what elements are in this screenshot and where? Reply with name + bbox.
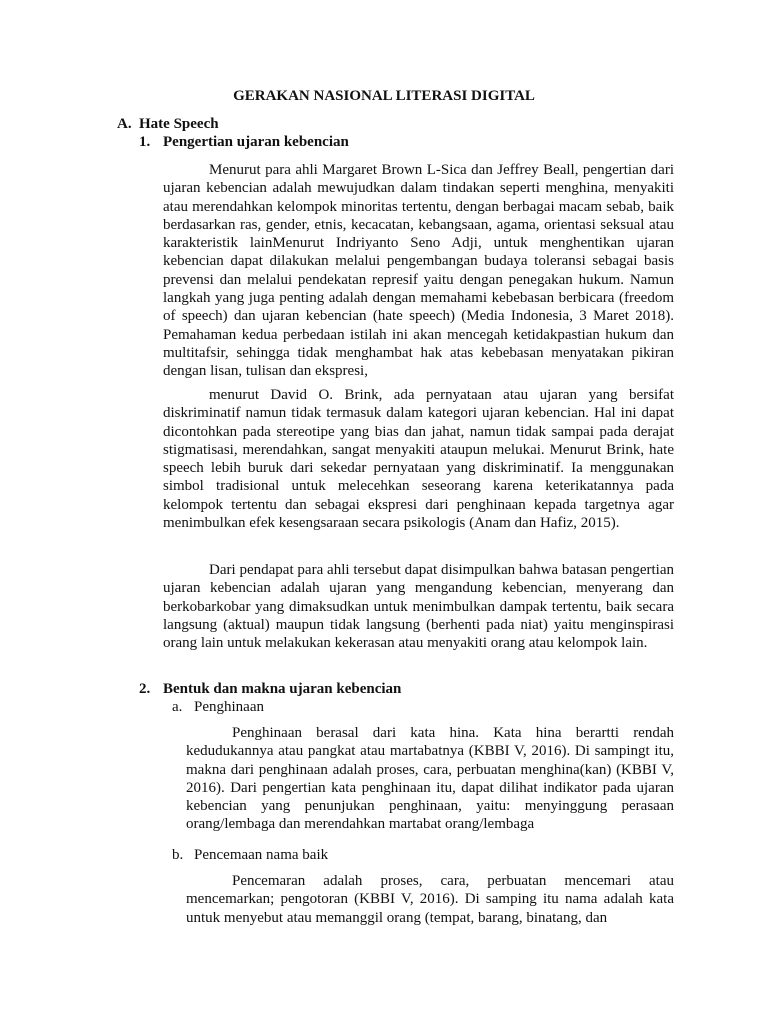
section-a-title: Hate Speech (139, 116, 219, 132)
item-1-paragraph-1: Menurut para ahli Margaret Brown L-Sica dan Jeffrey Beall, pengertian dari ujaran kebencian adalah mewujudkan dalam tindakan seperti menghina, menyakiti atau merendahkan kelompok minoritas tertentu, dengan berbagai macam sebab, baik berdasarkan ras, gender, etnis, kecacatan, kebangsaan, agama, orientasi seksual atau karakteristik lainMenurut Indriyanto Seno Adji, untuk menghentikan ujaran kebencian dapat dilakukan melalui pengembangan budaya toleransi sebagai basis prevensi dan melalui pendekatan represif yaitu dengan penegakan hukum. Namun langkah yang juga penting adalah dengan memahami kebebasan berbicara (freedom of speech) dan ujaran kebencian (hate speech) (Media Indonesia, 3 Maret 2018). Pemahaman kedua perbedaan istilah ini akan mencegah ketidakpastian hukum dan multitafsir, sehingga tidak menghambat hak atas kebebasan menyatakan pikiran dengan lisan, tulisan dan ekspresi, (163, 162, 674, 380)
sub-a-title: Penghinaan (194, 699, 264, 715)
item-1-paragraph-2: menurut David O. Brink, ada pernyataan atau ujaran yang bersifat diskriminatif namun tidak termasuk dalam kategori ujaran kebencian. Hal ini dapat dicontohkan pada stereotipe yang bias dan jahat, namun tidak sampai pada derajat stigmatisasi, merendahkan, sangat menyakiti ataupun melukai. Menurut Brink, hate speech lebih buruk dari sekedar pernyataan yang diskriminatif. Ia menggunakan simbol tradisional untuk melecehkan seseorang karena keterikatannya pada kelompok tertentu dan sebagai ekspresi dari penghinaan kepada targetnya agar menimbulkan efek kesengsaraan secara psikologis (Anam dan Hafiz, 2015). (163, 387, 674, 532)
document-title: GERAKAN NASIONAL LITERASI DIGITAL (233, 88, 535, 104)
sub-b-heading (172, 845, 328, 865)
item-1-heading (139, 132, 349, 152)
sub-b-title: Pencemaan nama baik (194, 847, 329, 863)
sub-a-letter: a. (172, 699, 183, 715)
item-2-heading (139, 679, 401, 699)
section-a-letter: A. (117, 116, 132, 132)
item-1-paragraph-3: Dari pendapat para ahli tersebut dapat disimpulkan bahwa batasan pengertian ujaran kebencian adalah ujaran yang mengandung kebencian, menyerang dan berkobarkobar yang dimaksudkan untuk menimbulkan dampak tertentu, baik secara langsung (aktual) maupun tidak langsung (berhenti pada niat) yaitu menginspirasi orang lain untuk melakukan kekerasan atau menyakiti orang atau kelompok lain. (163, 562, 674, 652)
sub-a-paragraph: Penghinaan berasal dari kata hina. Kata hina berartti rendah kedudukannya atau pangkat atau martabatnya (KBBI V, 2016). Di sampingt itu, makna dari penghinaan adalah proses, cara, perbuatan menghina(kan) (KBBI V, 2016). Dari pengertian kata penghinaan itu, dapat dilihat indikator pada ujaran kebencian yang penunjukan penghinaan, yaitu: menyinggung perasaan orang/lembaga dan merendahkan martabat orang/lembaga (186, 725, 674, 833)
item-1-number: 1. (139, 134, 151, 150)
sub-b-letter: b. (172, 847, 184, 863)
section-a-heading (117, 114, 219, 134)
sub-a-heading (172, 697, 264, 717)
sub-b-paragraph: Pencemaran adalah proses, cara, perbuatan mencemari atau mencemarkan; pengotoran (KBBI V, 2016). Di samping itu nama adalah kata untuk menyebut atau memanggil orang (tempat, barang, binatang, dan (186, 873, 674, 926)
item-1-title: Pengertian ujaran kebencian (163, 134, 349, 150)
item-2-title: Bentuk dan makna ujaran kebencian (163, 681, 402, 697)
item-2-number: 2. (139, 681, 151, 697)
